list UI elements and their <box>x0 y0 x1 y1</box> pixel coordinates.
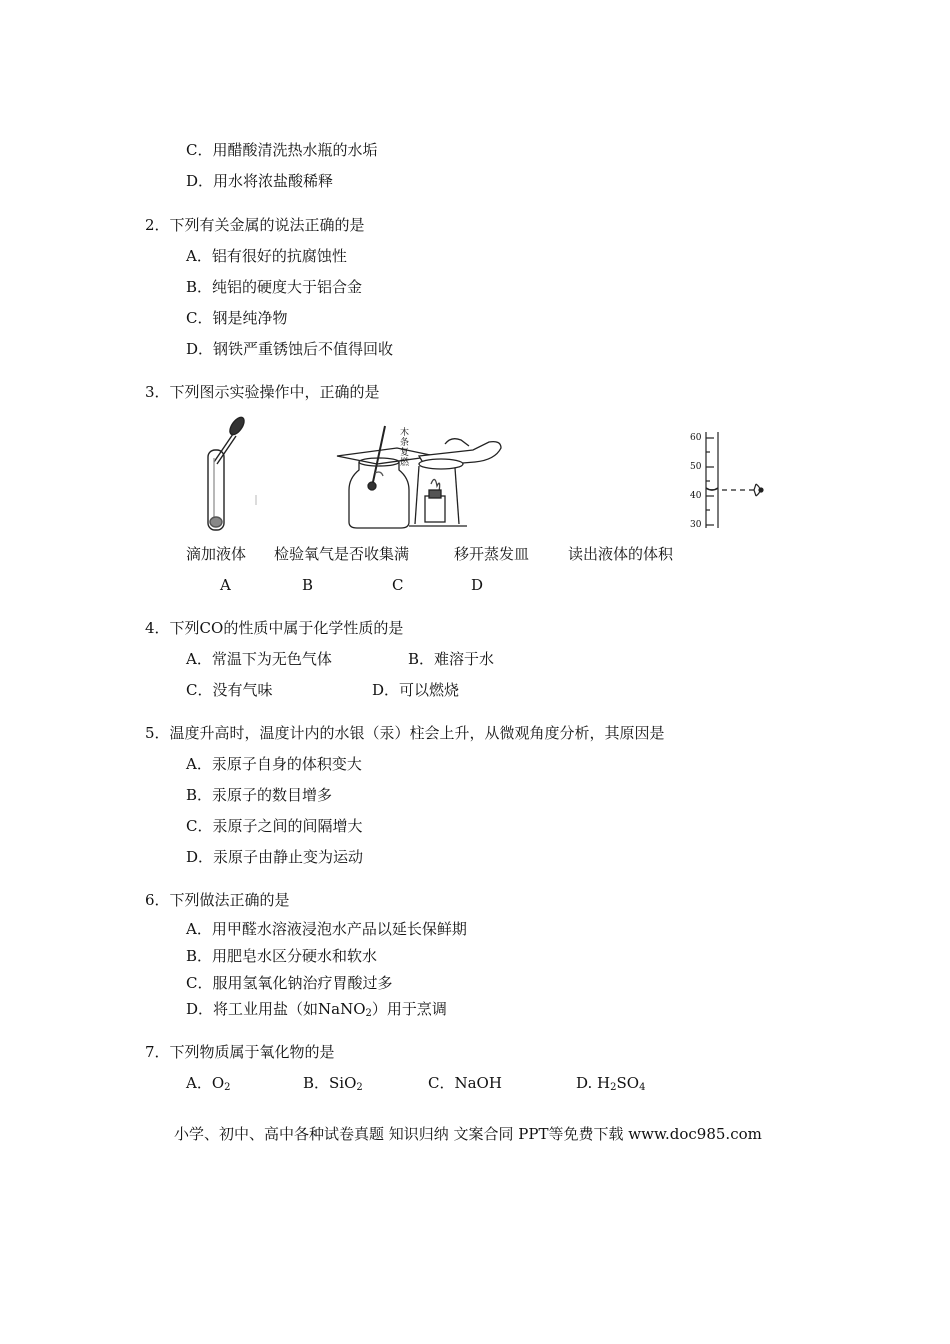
q2-option-b: B．纯铝的硬度大于铝合金 <box>186 278 363 296</box>
letter-b: B <box>302 576 314 594</box>
q2-stem: 2．下列有关金属的说法正确的是 <box>145 216 365 234</box>
figure-c-evaporating-dish <box>405 434 505 532</box>
tick-40: 40 <box>690 491 702 501</box>
caption-d: 读出液体的体积 <box>568 545 674 563</box>
caption-c: 移开蒸发皿 <box>454 545 530 563</box>
letter-c: C <box>392 576 404 594</box>
figure-a-dropper <box>200 410 260 532</box>
q6-option-d: D．将工业用盐（如NaNO$_2$）用于烹调 <box>186 1000 447 1019</box>
q6-option-a: A．用甲醛水溶液浸泡水产品以延长保鲜期 <box>186 920 467 938</box>
q4-stem: 4．下列CO的性质中属于化学性质的是 <box>145 619 404 637</box>
q4-option-a: A．常温下为无色气体 <box>186 650 332 668</box>
q2-option-a: A．铝有很好的抗腐蚀性 <box>186 247 347 265</box>
q5-option-b: B．汞原子的数目增多 <box>186 786 333 804</box>
q5-option-a: A．汞原子自身的体积变大 <box>186 755 362 773</box>
q7-option-b: B．SiO$_2$ <box>303 1074 363 1093</box>
q2-option-c: C．钢是纯净物 <box>186 309 288 327</box>
q6-option-b: B．用肥皂水区分硬水和软水 <box>186 947 378 965</box>
figure-d-graduated-cylinder <box>668 428 780 532</box>
q7-option-c: C．NaOH <box>428 1074 502 1092</box>
q4-option-c: C．没有气味 <box>186 681 273 699</box>
q6-option-c: C．服用氢氧化钠治疗胃酸过多 <box>186 974 393 992</box>
q4-option-d: D．可以燃烧 <box>372 681 460 699</box>
q4-option-b: B．难溶于水 <box>408 650 495 668</box>
caption-a: 滴加液体 <box>186 545 247 563</box>
q3-stem: 3．下列图示实验操作中，正确的是 <box>145 383 380 401</box>
q7-option-d: D. $H_2SO_4$ <box>576 1074 646 1093</box>
page-footer: 小学、初中、高中各种试卷真题 知识归纳 文案合同 PPT等免费下载 www.doc985.com <box>174 1125 762 1143</box>
q2-option-d: D．钢铁严重锈蚀后不值得回收 <box>186 340 394 358</box>
q7-option-a: A．$O_2$ <box>186 1074 231 1093</box>
q5-option-d: D．汞原子由静止变为运动 <box>186 848 364 866</box>
letter-d: D <box>471 576 484 594</box>
q1-option-c: C．用醋酸清洗热水瓶的水垢 <box>186 141 378 159</box>
q6-stem: 6．下列做法正确的是 <box>145 891 290 909</box>
q5-option-c: C．汞原子之间的间隔增大 <box>186 817 363 835</box>
tick-30: 30 <box>690 520 702 530</box>
figure-b-label: 木条复燃 <box>400 428 410 468</box>
tick-60: 60 <box>690 433 702 443</box>
q7-stem: 7．下列物质属于氧化物的是 <box>145 1043 335 1061</box>
tick-50: 50 <box>690 462 702 472</box>
caption-b: 检验氧气是否收集满 <box>274 545 410 563</box>
q1-option-d: D．用水将浓盐酸稀释 <box>186 172 334 190</box>
q5-stem: 5．温度升高时，温度计内的水银（汞）柱会上升，从微观角度分析，其原因是 <box>145 724 665 742</box>
letter-a: A <box>220 576 231 594</box>
